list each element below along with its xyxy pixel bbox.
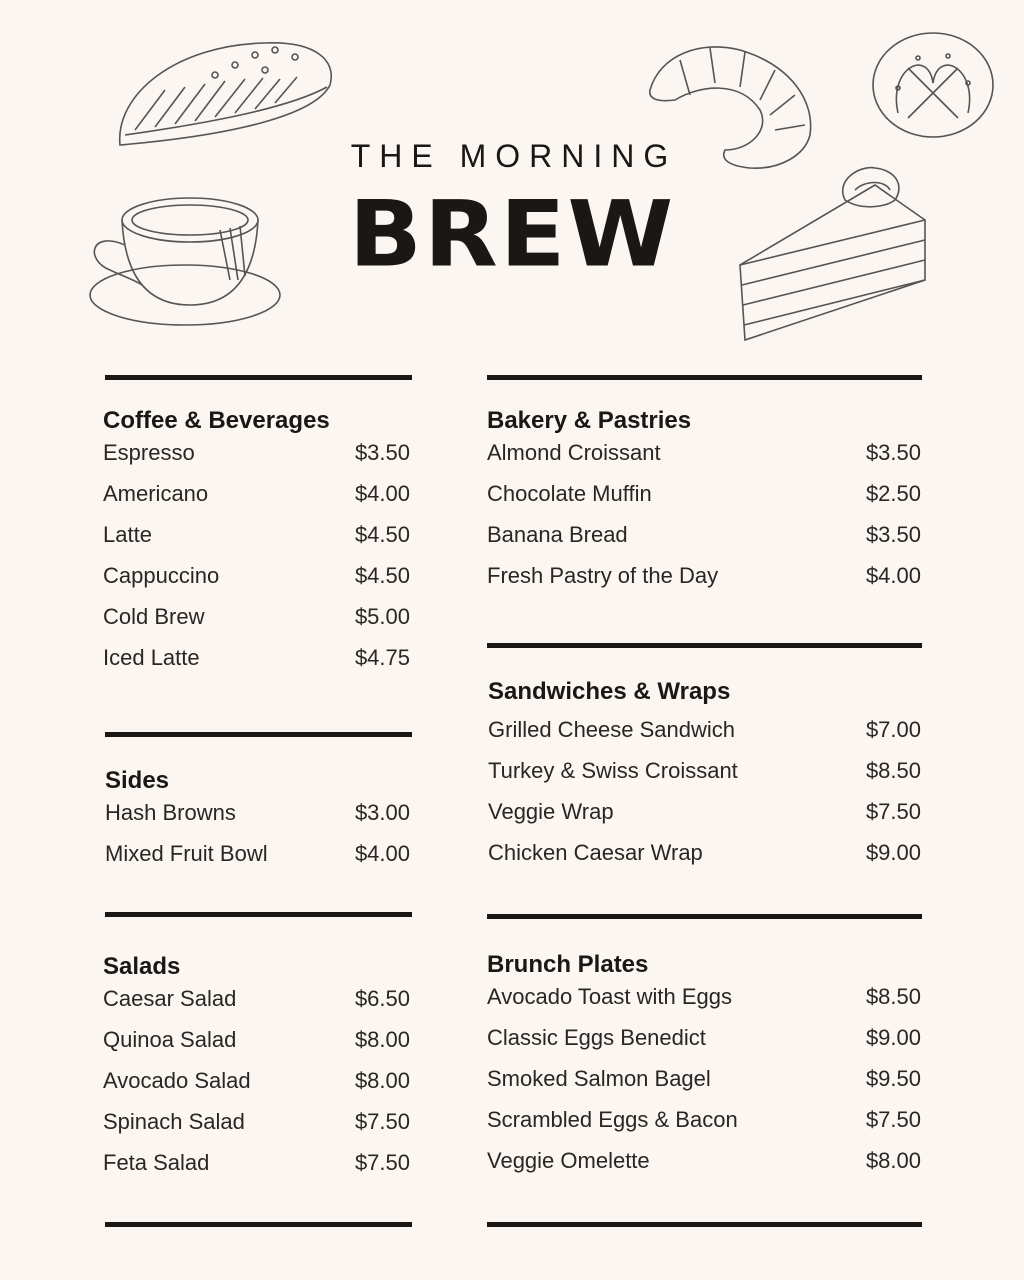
- item-price: $4.00: [354, 481, 410, 506]
- item-price: $8.50: [865, 758, 921, 783]
- item-name: Iced Latte: [103, 645, 200, 670]
- section-heading: Salads: [103, 953, 181, 980]
- item-name: Chocolate Muffin: [487, 481, 652, 506]
- item-price: $7.00: [865, 717, 921, 742]
- item-name: Feta Salad: [103, 1150, 210, 1175]
- menu-section-sides: [105, 766, 410, 874]
- item-price: $7.50: [865, 799, 921, 824]
- item-name: Hash Browns: [105, 800, 236, 825]
- item-name: Veggie Omelette: [487, 1148, 650, 1173]
- menu-item: [488, 709, 921, 750]
- divider: [487, 1222, 922, 1227]
- section-heading: Bakery & Pastries: [487, 407, 692, 434]
- divider: [487, 375, 922, 380]
- menu-item: [488, 832, 921, 873]
- item-name: Scrambled Eggs & Bacon: [487, 1107, 738, 1132]
- item-name: Quinoa Salad: [103, 1027, 237, 1052]
- item-price: $3.50: [354, 440, 410, 465]
- menu-item: [103, 637, 410, 678]
- menu-item: [103, 514, 410, 555]
- menu-item: [103, 978, 410, 1019]
- item-price: $8.00: [865, 1148, 921, 1173]
- divider: [105, 912, 412, 917]
- item-name: Avocado Salad: [103, 1068, 251, 1093]
- item-name: Spinach Salad: [103, 1109, 245, 1134]
- menu-section-salads: [103, 952, 410, 1183]
- menu-item: [103, 555, 410, 596]
- item-name: Veggie Wrap: [488, 799, 614, 824]
- menu-subtitle: THE MORNING: [350, 138, 678, 174]
- item-price: $4.00: [354, 841, 410, 866]
- menu-item-list: [487, 432, 921, 596]
- menu-item-list: [105, 792, 410, 874]
- divider: [105, 1222, 412, 1227]
- menu-item: [488, 750, 921, 791]
- divider: [105, 732, 412, 737]
- item-name: Avocado Toast with Eggs: [487, 984, 733, 1009]
- item-price: $4.50: [354, 522, 410, 547]
- item-name: Smoked Salmon Bagel: [487, 1066, 711, 1091]
- menu-item: [487, 473, 921, 514]
- item-name: Cold Brew: [103, 604, 205, 629]
- menu-item: [487, 1058, 921, 1099]
- menu-item: [103, 1019, 410, 1060]
- menu-item: [103, 1142, 410, 1183]
- item-price: $9.00: [865, 840, 921, 865]
- item-price: $8.00: [354, 1027, 410, 1052]
- item-name: Espresso: [103, 440, 195, 465]
- divider: [105, 375, 412, 380]
- menu-section-coffee: [103, 406, 410, 678]
- item-price: $9.00: [865, 1025, 921, 1050]
- item-name: Mixed Fruit Bowl: [105, 841, 268, 866]
- menu-item: [105, 833, 410, 874]
- menu-item: [487, 1140, 921, 1181]
- item-price: $4.75: [354, 645, 410, 670]
- divider: [487, 643, 922, 648]
- item-price: $3.00: [354, 800, 410, 825]
- item-price: $7.50: [865, 1107, 921, 1132]
- menu-item-list: [103, 978, 410, 1183]
- divider: [487, 914, 922, 919]
- menu-section-brunch: [487, 950, 921, 1181]
- item-price: $9.50: [865, 1066, 921, 1091]
- item-name: Cappuccino: [103, 563, 220, 588]
- item-price: $3.50: [865, 522, 921, 547]
- item-price: $2.50: [865, 481, 921, 506]
- menu-item: [487, 1017, 921, 1058]
- item-price: $7.50: [354, 1109, 410, 1134]
- item-price: $7.50: [354, 1150, 410, 1175]
- item-name: Fresh Pastry of the Day: [487, 563, 719, 588]
- menu-item: [103, 596, 410, 637]
- menu-section-bakery: [487, 406, 921, 596]
- pretzel-illustration: [868, 28, 998, 143]
- item-name: Latte: [103, 522, 152, 547]
- section-heading: Sides: [105, 767, 170, 794]
- menu-item: [487, 514, 921, 555]
- menu-item: [487, 432, 921, 473]
- menu-item-list: [488, 709, 921, 873]
- item-price: $4.00: [865, 563, 921, 588]
- item-name: Americano: [103, 481, 209, 506]
- item-name: Banana Bread: [487, 522, 628, 547]
- section-heading: Coffee & Beverages: [103, 407, 330, 434]
- menu-item-list: [487, 976, 921, 1181]
- menu-item: [488, 791, 921, 832]
- item-name: Turkey & Swiss Croissant: [488, 758, 738, 783]
- menu-title: BREW: [348, 180, 676, 288]
- item-name: Almond Croissant: [487, 440, 661, 465]
- item-price: $5.00: [354, 604, 410, 629]
- menu-section-sandwiches: [488, 677, 921, 873]
- item-price: $8.50: [865, 984, 921, 1009]
- menu-item: [487, 976, 921, 1017]
- menu-item: [103, 1101, 410, 1142]
- item-name: Grilled Cheese Sandwich: [488, 717, 736, 742]
- menu-item: [487, 1099, 921, 1140]
- item-price: $8.00: [354, 1068, 410, 1093]
- item-name: Caesar Salad: [103, 986, 237, 1011]
- menu-item: [103, 432, 410, 473]
- menu-item: [487, 555, 921, 596]
- item-name: Classic Eggs Benedict: [487, 1025, 706, 1050]
- menu-item: [103, 473, 410, 514]
- menu-item: [105, 792, 410, 833]
- section-heading: Sandwiches & Wraps: [488, 678, 731, 705]
- menu-item: [103, 1060, 410, 1101]
- item-name: Chicken Caesar Wrap: [488, 840, 703, 865]
- item-price: $6.50: [354, 986, 410, 1011]
- item-price: $3.50: [865, 440, 921, 465]
- section-heading: Brunch Plates: [487, 951, 649, 978]
- menu-item-list: [103, 432, 410, 678]
- item-price: $4.50: [354, 563, 410, 588]
